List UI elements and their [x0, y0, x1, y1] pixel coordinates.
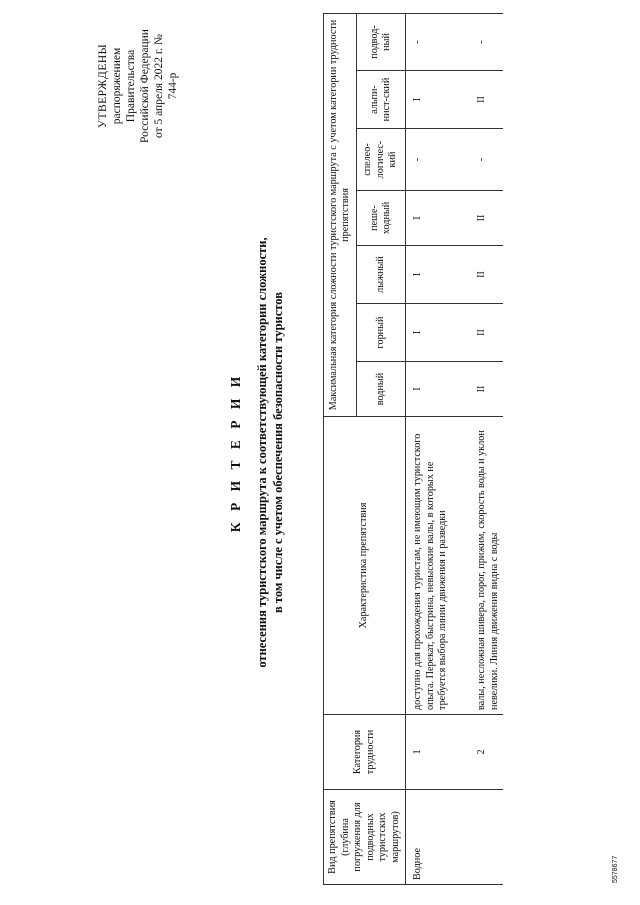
header-obstacle-type: Вид препятствия (глубина погружения для подводных туристских маршрутов) — [324, 790, 406, 885]
cell-value-mountain: II — [474, 304, 503, 362]
approval-stamp — [96, 23, 180, 149]
cell-value-alpine: II — [474, 71, 503, 129]
header-route-mountain: горный — [357, 304, 406, 362]
document-title — [228, 60, 286, 845]
document-id: 5578677 — [612, 855, 619, 883]
header-difficulty: Категория трудности — [324, 715, 406, 790]
header-route-hiking: пеше-ходный — [357, 191, 406, 246]
cell-difficulty: 1 — [406, 715, 475, 790]
table-row — [474, 13, 503, 884]
header-route-speleo: спелео-логичес-кий — [357, 129, 406, 191]
header-route-water: водный — [357, 362, 406, 417]
cell-value-speleo: - — [406, 129, 475, 191]
title-line-1: отнесения туристского маршрута к соответствующей категории сложности, — [255, 237, 269, 668]
header-route-ski: лыжный — [357, 246, 406, 304]
cell-value-underwater: - — [406, 13, 475, 70]
cell-obstacle-type: Водное — [406, 790, 475, 885]
cell-value-water: I — [406, 362, 475, 417]
cell-description: доступно для прохождения туристам, не имеющим туристского опыта. Перекат, быстрина, невысокие валы, в которых не требуется выбора линии движения и разведки — [406, 417, 475, 715]
cell-obstacle-type — [474, 790, 503, 885]
cell-description: валы, несложная шивера, порог, прижим, скорость воды и уклон невелики. Линия движения видна с воды — [474, 417, 503, 715]
approval-heading: УТВЕРЖДЕНЫ — [97, 43, 109, 129]
cell-value-hiking: II — [474, 191, 503, 246]
header-route-alpine: альпи-нист-ский — [357, 71, 406, 129]
cell-value-speleo: - — [474, 129, 503, 191]
cell-value-ski: I — [406, 246, 475, 304]
approval-line-3: от 5 апреля 2022 г. № 744-р — [153, 34, 179, 139]
title-line-2: в том числе с учетом обеспечения безопасности туристов — [271, 292, 285, 613]
table-row — [406, 13, 475, 884]
header-characteristic: Характеристика препятствия — [324, 417, 406, 715]
cell-value-hiking: I — [406, 191, 475, 246]
cell-difficulty: 2 — [474, 715, 503, 790]
approval-line-2: Российской Федерации — [139, 29, 151, 143]
approval-line-1: распоряжением Правительства — [111, 47, 137, 125]
cell-value-water: II — [474, 362, 503, 417]
cell-value-ski: II — [474, 246, 503, 304]
cell-value-mountain: I — [406, 304, 475, 362]
header-route-underwater: подвод-ный — [357, 13, 406, 70]
criteria-table — [323, 13, 503, 885]
cell-value-alpine: I — [406, 71, 475, 129]
cell-value-underwater: - — [474, 13, 503, 70]
header-max-category: Максимальная категория сложности туристского маршрута с учетом категории трудности препятствия — [324, 13, 357, 416]
title-main: К Р И Т Е Р И И — [228, 372, 243, 533]
